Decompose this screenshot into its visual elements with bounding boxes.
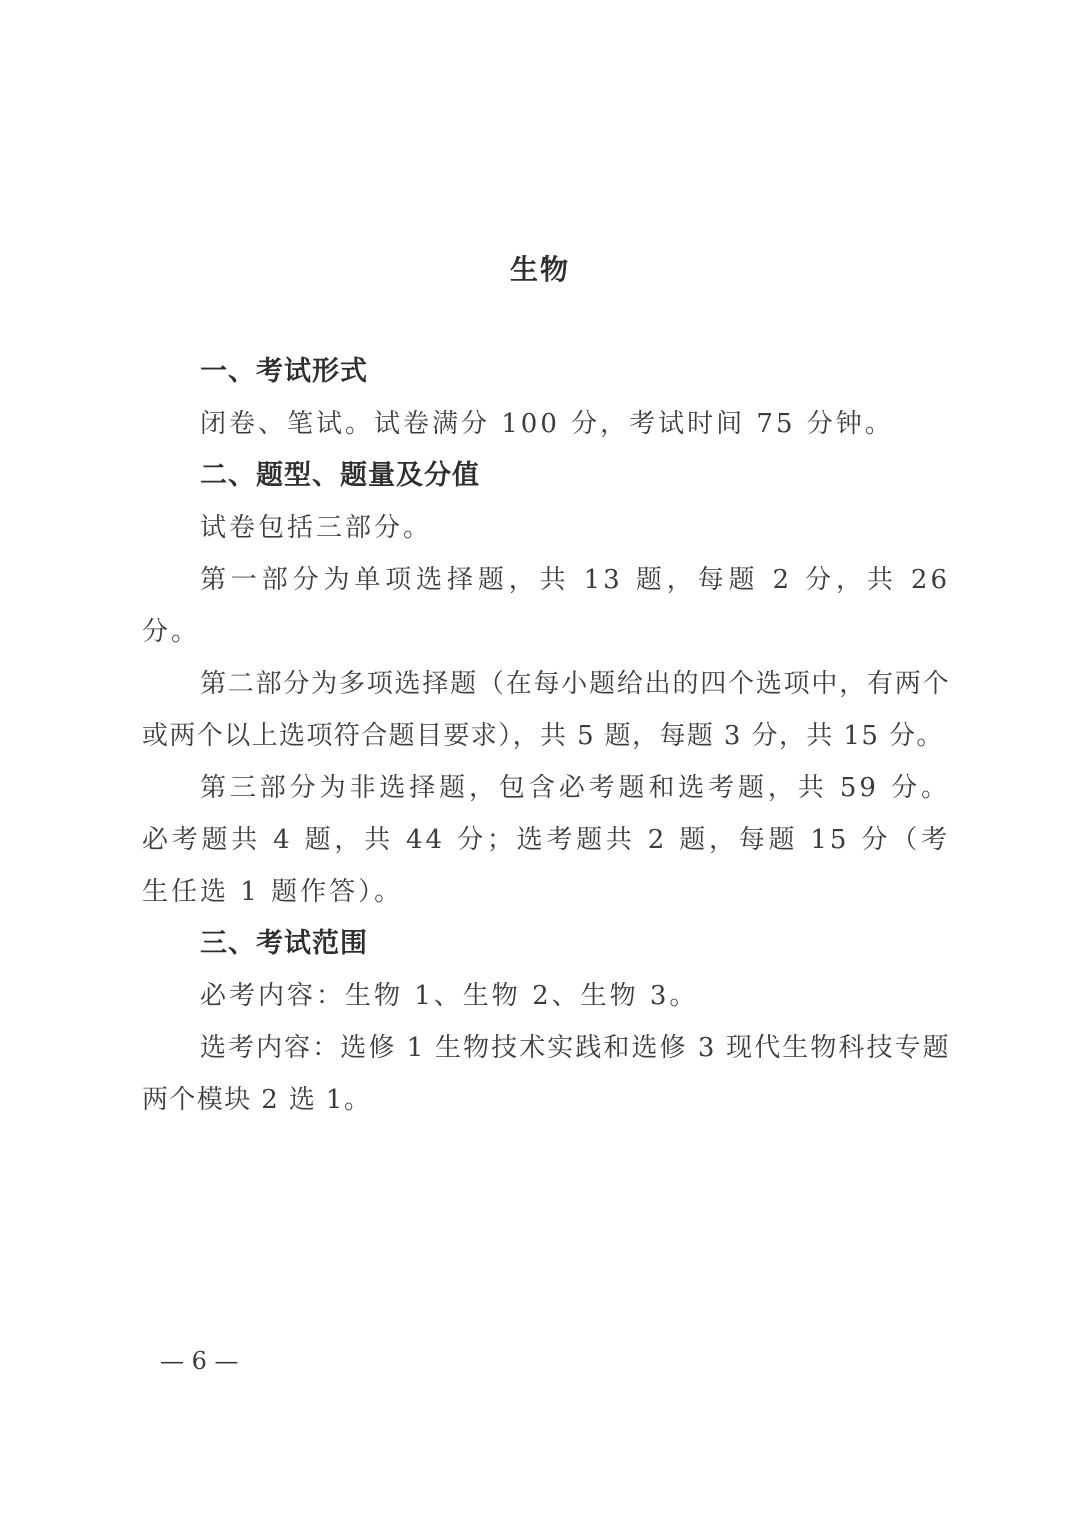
document-body <box>142 346 950 1126</box>
paragraph-required-content: 必考内容：生物 1、生物 2、生物 3。 <box>200 981 699 1011</box>
page-number: — 6 — <box>160 1347 239 1375</box>
paragraph-part-three: 第三部分为非选择题，包含必考题和选考题，共 59 分。必考题共 4 题，共 44 分；选考题共 2 题，每题 15 分（考生任选 1 题作答）。 <box>142 773 950 907</box>
paragraph-elective-content: 选考内容：选修 1 生物技术实践和选修 3 现代生物科技专题两个模块 2 选 1。 <box>142 1033 950 1115</box>
paragraph-exam-format: 闭卷、笔试。试卷满分 100 分，考试时间 75 分钟。 <box>200 409 894 439</box>
section-heading-exam-format: 一、考试形式 <box>200 356 368 387</box>
section-heading-question-types: 二、题型、题量及分值 <box>200 460 480 491</box>
paragraph-part-one: 第一部分为单项选择题，共 13 题，每题 2 分，共 26 分。 <box>142 565 950 647</box>
page-title: 生物 <box>509 253 570 286</box>
paragraph-part-two: 第二部分为多项选择题（在每小题给出的四个选项中，有两个或两个以上选项符合题目要求），共 5 题，每题 3 分，共 15 分。 <box>142 669 950 751</box>
section-heading-exam-scope: 三、考试范围 <box>200 928 368 959</box>
paragraph-paper-parts: 试卷包括三部分。 <box>200 513 433 543</box>
